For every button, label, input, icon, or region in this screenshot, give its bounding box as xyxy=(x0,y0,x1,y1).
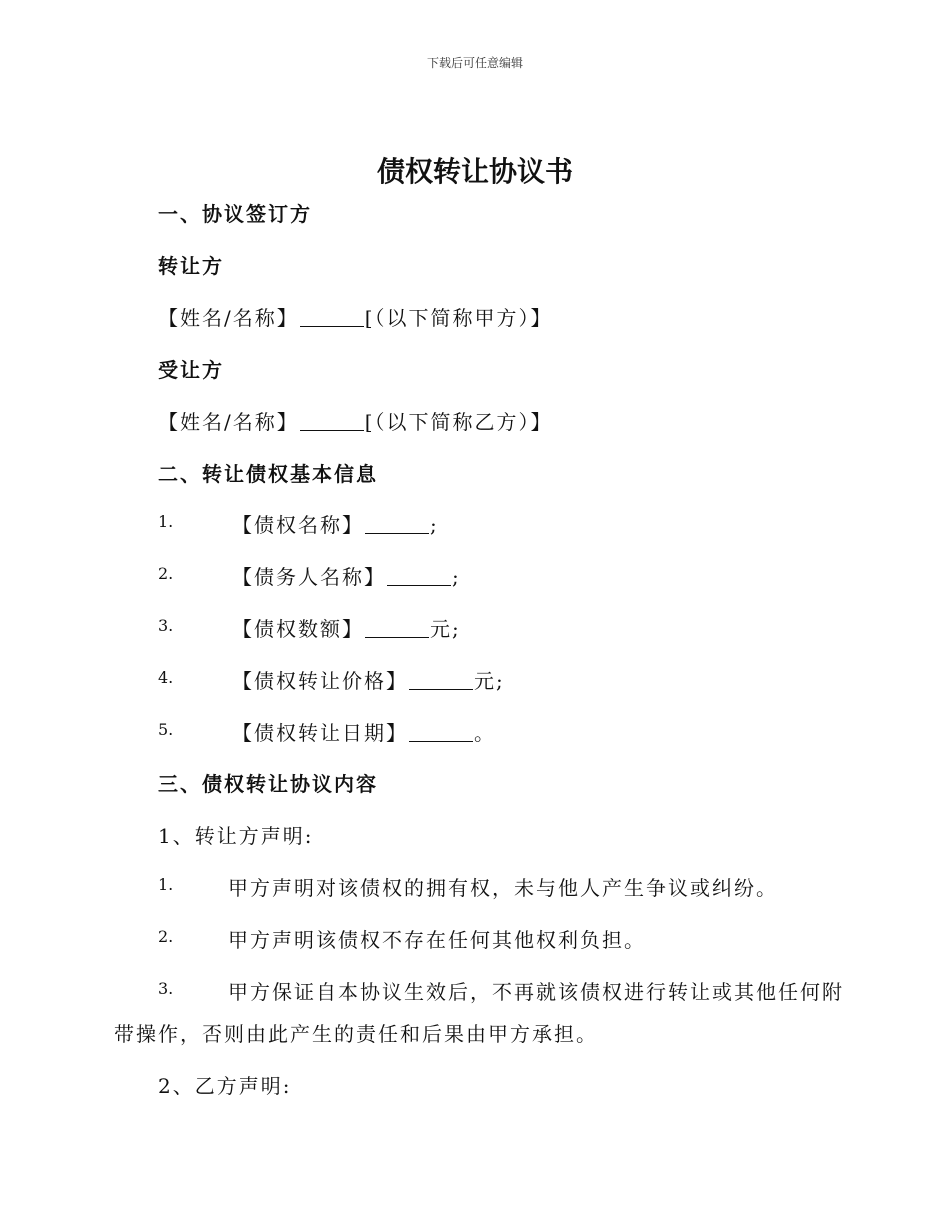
item-tail: 元; xyxy=(474,669,505,693)
item-number: 2. xyxy=(158,564,174,583)
party-a-prefix: 【姓名/名称】 xyxy=(158,306,299,330)
item-tail: ; xyxy=(452,565,461,589)
item-number: 4. xyxy=(158,668,174,687)
list-item xyxy=(232,509,439,538)
party-a-line xyxy=(158,302,553,331)
item-tail: 。 xyxy=(474,721,496,745)
blank-field[interactable] xyxy=(300,412,364,431)
item-label: 【债权数额】 xyxy=(232,617,364,641)
section-3-heading: 三、债权转让协议内容 xyxy=(158,772,378,796)
transferee-label: 受让方 xyxy=(158,358,224,382)
document-title: 债权转让协议书 xyxy=(376,155,573,188)
section-2-heading: 二、转让债权基本信息 xyxy=(158,462,378,486)
page-header: 下载后可任意编辑 xyxy=(426,56,523,70)
list-item xyxy=(232,665,505,694)
clause-text-continued: 带操作，否则由此产生的责任和后果由甲方承担。 xyxy=(114,1022,598,1046)
party-b-suffix: [（以下简称乙方）】 xyxy=(364,410,553,434)
item-number: 3. xyxy=(158,616,174,635)
list-item xyxy=(232,717,496,746)
blank-field[interactable] xyxy=(409,671,473,690)
item-label: 【债权转让价格】 xyxy=(232,669,408,693)
clause-number: 3. xyxy=(158,979,174,998)
item-tail: ; xyxy=(430,513,439,537)
blank-field[interactable] xyxy=(365,515,429,534)
subsection-party-b-statement: 2、乙方声明: xyxy=(158,1074,292,1098)
item-tail: 元; xyxy=(430,617,461,641)
item-label: 【债权转让日期】 xyxy=(232,721,408,745)
item-label: 【债务人名称】 xyxy=(232,565,386,589)
clause-number: 1. xyxy=(158,875,174,894)
item-label: 【债权名称】 xyxy=(232,513,364,537)
blank-field[interactable] xyxy=(387,567,451,586)
party-b-prefix: 【姓名/名称】 xyxy=(158,410,299,434)
clause-number: 2. xyxy=(158,927,174,946)
clause-text: 甲方声明对该债权的拥有权，未与他人产生争议或纠纷。 xyxy=(228,876,778,900)
blank-field[interactable] xyxy=(300,308,364,327)
list-item xyxy=(232,561,461,590)
item-number: 5. xyxy=(158,720,174,739)
party-a-suffix: [（以下简称甲方）】 xyxy=(364,306,553,330)
section-1-heading: 一、协议签订方 xyxy=(158,202,312,226)
blank-field[interactable] xyxy=(409,723,473,742)
transferor-label: 转让方 xyxy=(158,254,224,278)
item-number: 1. xyxy=(158,512,174,531)
subsection-transferor-statement: 1、转让方声明: xyxy=(158,824,314,848)
clause-text: 甲方保证自本协议生效后，不再就该债权进行转让或其他任何附 xyxy=(228,980,844,1004)
list-item xyxy=(232,613,461,642)
clause-text: 甲方声明该债权不存在任何其他权利负担。 xyxy=(228,928,646,952)
blank-field[interactable] xyxy=(365,619,429,638)
party-b-line xyxy=(158,406,553,435)
